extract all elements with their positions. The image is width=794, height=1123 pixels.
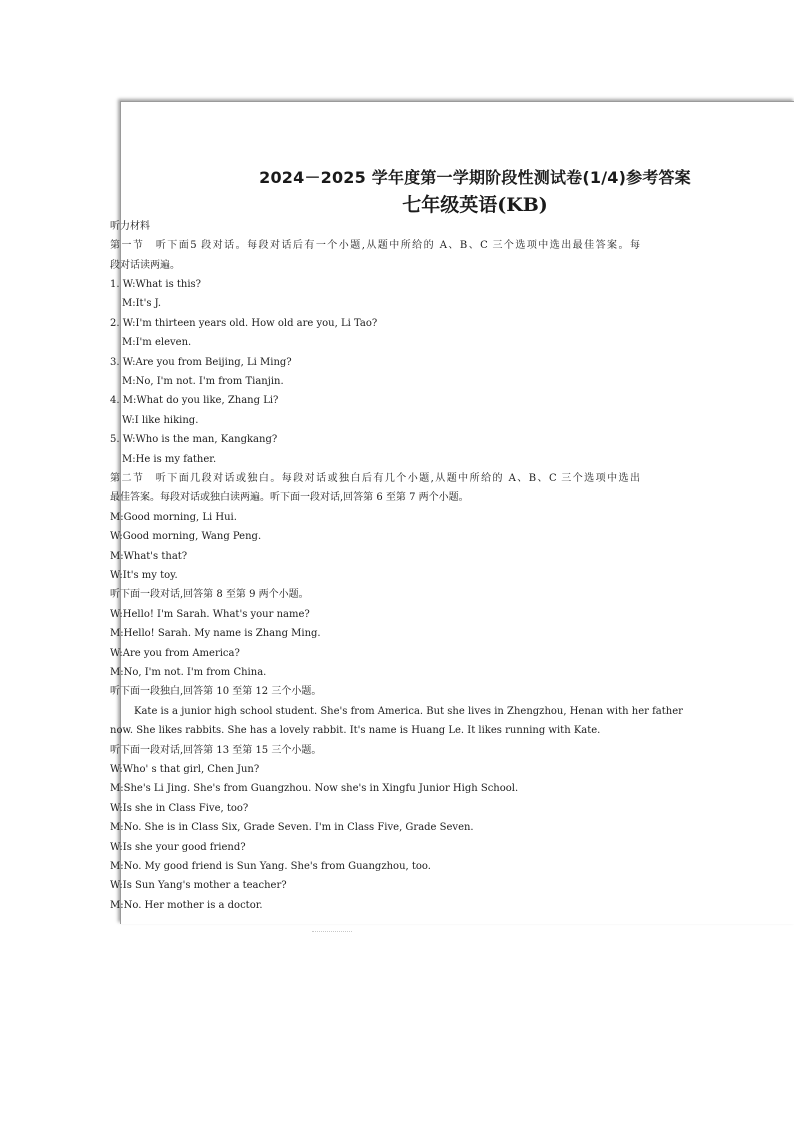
dialogue-line: M:What's that?	[110, 551, 188, 562]
dialogue-line: W:Are you from America?	[110, 648, 240, 659]
dialogue-line: M:No, I'm not. I'm from Tianjin.	[122, 376, 284, 387]
section-instruction: 段对话读两遍。	[110, 260, 180, 271]
dialogue-line: M:No. She is in Class Six, Grade Seven. I'm in Class Five, Grade Seven.	[110, 822, 474, 833]
dialogue-line: M:Good morning, Li Hui.	[110, 512, 237, 523]
dialogue-line: W:I like hiking.	[122, 415, 199, 426]
section-heading: 听力材料	[110, 221, 150, 232]
dialogue-line: W:Is Sun Yang's mother a teacher?	[110, 880, 287, 891]
dialogue-line: W:Who' s that girl, Chen Jun?	[110, 764, 260, 775]
section-instruction: 最佳答案。每段对话或独白读两遍。听下面一段对话,回答第 6 至第 7 两个小题。	[110, 492, 469, 503]
dialogue-line: 4. M:What do you like, Zhang Li?	[110, 395, 279, 406]
dialogue-line: M:No. My good friend is Sun Yang. She's from Guangzhou, too.	[110, 861, 431, 872]
dialogue-line: M:He is my father.	[122, 454, 217, 465]
page-subtitle: 七年级英语(KB)	[402, 194, 548, 216]
scan-artifact	[312, 931, 352, 934]
dialogue-line: W:Hello! I'm Sarah. What's your name?	[110, 609, 310, 620]
section-instruction: 听下面一段对话,回答第 8 至第 9 两个小题。	[110, 589, 309, 600]
dialogue-line: W:It's my toy.	[110, 570, 178, 581]
dialogue-line: W:Is she in Class Five, too?	[110, 803, 249, 814]
section-instruction: 第一节 听下面5 段对话。每段对话后有一个小题,从题中所给的 A、B、C 三个选项中选出最佳答案。每	[110, 240, 640, 251]
dialogue-line: W:Good morning, Wang Peng.	[110, 531, 262, 542]
dialogue-line: 2. W:I'm thirteen years old. How old are you, Li Tao?	[110, 318, 378, 329]
section-instruction: 第二节 听下面几段对话或独白。每段对话或独白后有几个小题,从题中所给的 A、B、C 三个选项中选出	[110, 473, 640, 484]
dialogue-line: M:Hello! Sarah. My name is Zhang Ming.	[110, 628, 321, 639]
page-title: 2024－2025 学年度第一学期阶段性测试卷(1/4)参考答案	[259, 168, 691, 187]
monologue-line: Kate is a junior high school student. She's from America. But she lives in Zhengzhou, Henan with her father	[134, 706, 683, 717]
dialogue-line: 5. W:Who is the man, Kangkang?	[110, 434, 278, 445]
dialogue-line: M:She's Li Jing. She's from Guangzhou. Now she's in Xingfu Junior High School.	[110, 783, 519, 794]
dialogue-line: 1. W:What is this?	[110, 279, 202, 290]
monologue-line: now. She likes rabbits. She has a lovely rabbit. It's name is Huang Le. It likes running with Kate.	[110, 725, 601, 736]
dialogue-line: M:No, I'm not. I'm from China.	[110, 667, 267, 678]
dialogue-line: 3. W:Are you from Beijing, Li Ming?	[110, 357, 292, 368]
dialogue-line: W:Is she your good friend?	[110, 842, 246, 853]
dialogue-line: M:I'm eleven.	[122, 337, 192, 348]
section-instruction: 听下面一段对话,回答第 13 至第 15 三个小题。	[110, 745, 322, 756]
dialogue-line: M:It's J.	[122, 298, 162, 309]
dialogue-line: M:No. Her mother is a doctor.	[110, 900, 263, 911]
section-instruction: 听下面一段独白,回答第 10 至第 12 三个小题。	[110, 686, 322, 697]
